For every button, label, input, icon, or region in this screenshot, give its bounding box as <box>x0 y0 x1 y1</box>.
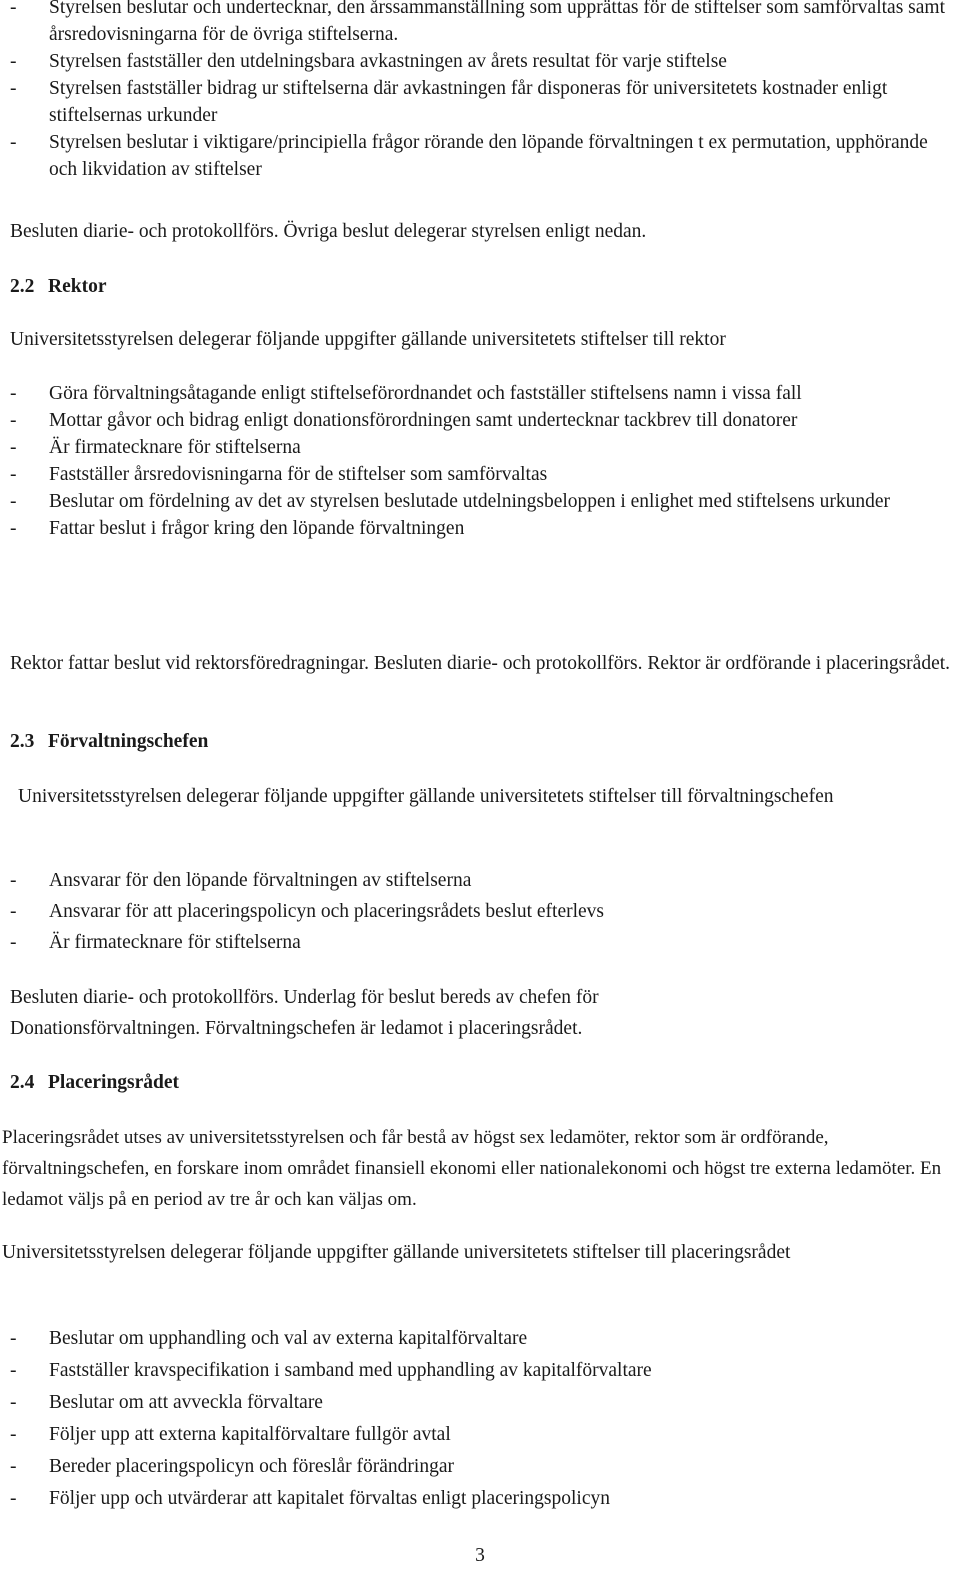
section-heading-rektor: 2.2 Rektor <box>10 276 107 297</box>
list-item: - Styrelsen beslutar och undertecknar, den årssammanställning som upprättas för de stiftelser som samförvaltas samt årsredovisningarna för de övriga stiftelserna. <box>10 0 945 45</box>
list-item: - Fastställer kravspecifikation i samband med upphandling av kapitalförvaltare <box>10 1360 652 1381</box>
forvaltningschefen-task-list <box>0 865 960 958</box>
section-para-placeringsradet: Placeringsrådet utses av universitetsstyrelsen och får bestå av högst sex ledamöter, rektor som är ordförande, förvaltningschefen, en forskare inom området finansiell ekonomi eller nationalekonomi och högst tre externa ledamöter. En ledamot väljs på en period av tre år och kan väljas om. <box>2 1127 942 1210</box>
section-heading-placeringsradet: 2.4 Placeringsrådet <box>10 1072 180 1093</box>
page-number: 3 <box>475 1545 485 1566</box>
decision-note: Besluten diarie- och protokollförs. Övriga beslut delegerar styrelsen enligt nedan. <box>10 221 647 242</box>
list-item: - Fastställer årsredovisningarna för de stiftelser som samförvaltas <box>10 464 548 485</box>
section-intro-placeringsradet: Universitetsstyrelsen delegerar följande uppgifter gällande universitetets stiftelser till placeringsrådet <box>2 1242 791 1263</box>
list-item: - Följer upp och utvärderar att kapitalet förvaltas enligt placeringspolicyn <box>10 1488 610 1509</box>
placeringsradet-task-list <box>0 1323 960 1515</box>
list-item: - Beslutar om upphandling och val av externa kapitalförvaltare <box>10 1328 528 1349</box>
list-item: - Ansvarar för att placeringspolicyn och placeringsrådets beslut efterlevs <box>10 901 604 922</box>
section-outro-rektor: Rektor fattar beslut vid rektorsföredragningar. Besluten diarie- och protokollförs. Rektor är ordförande i placeringsrådet. <box>10 653 951 674</box>
list-item: - Följer upp att externa kapitalförvaltare fullgör avtal <box>10 1424 451 1445</box>
list-item: - Mottar gåvor och bidrag enligt donationsförordningen samt undertecknar tackbrev till donatorer <box>10 410 798 431</box>
list-item: - Bereder placeringspolicyn och föreslår förändringar <box>10 1456 454 1477</box>
list-item: - Är firmatecknare för stiftelserna <box>10 932 301 953</box>
section-intro-rektor: Universitetsstyrelsen delegerar följande uppgifter gällande universitetets stiftelser till rektor <box>10 329 726 350</box>
list-item: - Styrelsen beslutar i viktigare/principiella frågor rörande den löpande förvaltningen t ex permutation, upphörande och likvidation av stiftelser <box>10 132 928 180</box>
list-item: - Göra förvaltningsåtagande enligt stiftelseförordnandet och fastställer stiftelsens namn i vissa fall <box>10 383 802 404</box>
list-item: - Ansvarar för den löpande förvaltningen av stiftelserna <box>10 870 472 891</box>
section-heading-forvaltningschefen: 2.3 Förvaltningschefen <box>10 731 209 752</box>
list-item: - Är firmatecknare för stiftelserna <box>10 437 301 458</box>
top-bullet-list <box>0 0 960 183</box>
list-item: - Styrelsen fastställer den utdelningsbara avkastningen av årets resultat för varje stiftelse <box>10 51 727 72</box>
list-item: - Beslutar om att avveckla förvaltare <box>10 1392 323 1413</box>
list-item: - Styrelsen fastställer bidrag ur stiftelserna där avkastningen får disponeras för universitetets kostnader enligt stiftelsernas urkunder <box>10 78 888 126</box>
list-item: - Beslutar om fördelning av det av styrelsen beslutade utdelningsbeloppen i enlighet med stiftelsens urkunder <box>10 491 891 512</box>
list-item: - Fattar beslut i frågor kring den löpande förvaltningen <box>10 518 465 539</box>
section-outro-forvaltningschefen: Besluten diarie- och protokollförs. Underlag för beslut bereds av chefen för Donationsförvaltningen. Förvaltningschefen är ledamot i placeringsrådet. <box>10 987 599 1039</box>
rektor-task-list <box>0 380 960 542</box>
section-intro-forvaltningschefen: Universitetsstyrelsen delegerar följande uppgifter gällande universitetets stiftelser till förvaltningschefen <box>18 786 834 807</box>
